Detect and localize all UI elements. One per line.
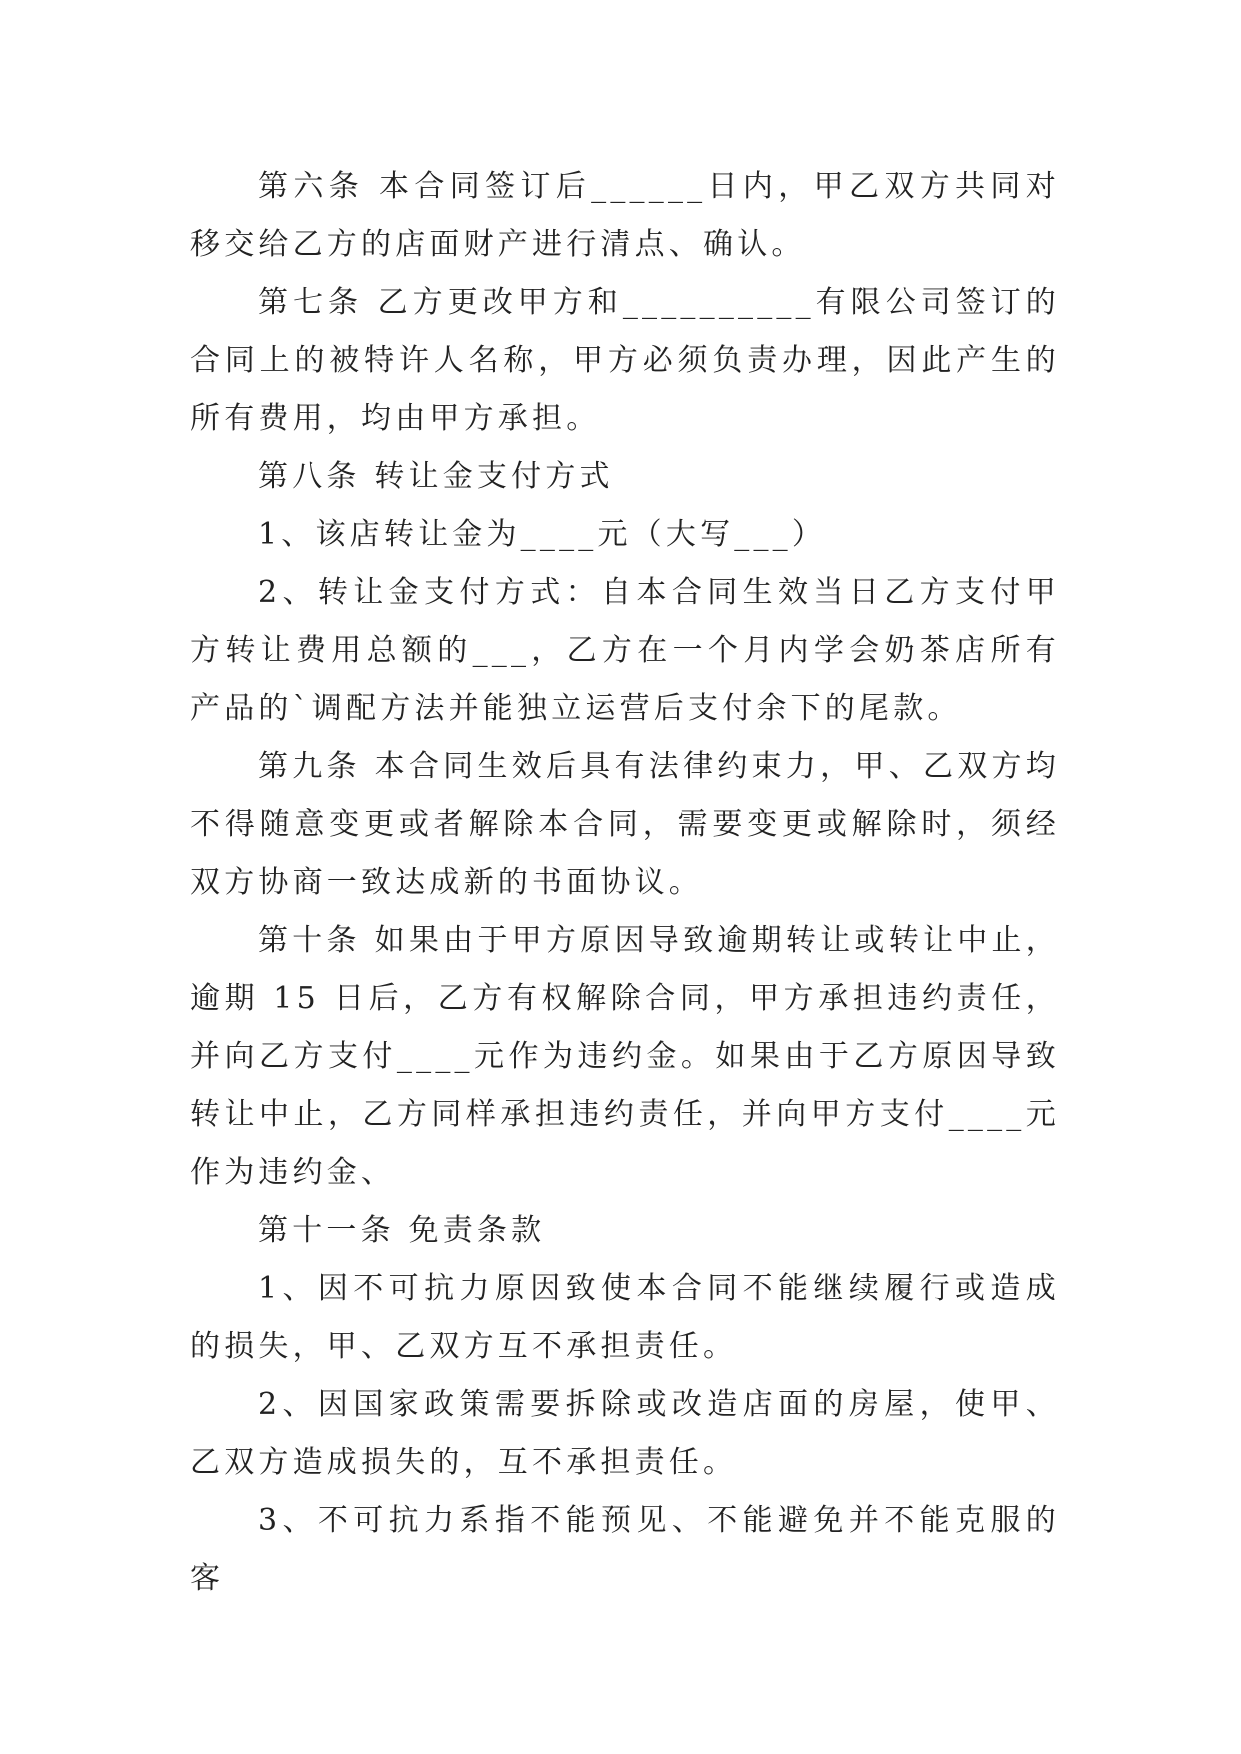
clause-11-item-2: 2、因国家政策需要拆除或改造店面的房屋，使甲、乙双方造成损失的，互不承担责任。 bbox=[190, 1387, 1060, 1480]
clause-6-paragraph: 第六条 本合同签订后______日内，甲乙双方共同对移交给乙方的店面财产进行清点、确认。 bbox=[190, 169, 1060, 262]
clause-8-item-1: 1、该店转让金为____元（大写___） bbox=[258, 517, 827, 552]
clause-10-paragraph: 第十条 如果由于甲方原因导致逾期转让或转让中止，逾期 15 日后，乙方有权解除合同，甲方承担违约责任，并向乙方支付____元作为违约金。如果由于乙方原因导致转让中止，乙方同样承担违约责任，并向甲方支付____元作为违约金、 bbox=[190, 923, 1060, 1190]
clause-11-item-3: 3、不可抗力系指不能预见、不能避免并不能克服的客 bbox=[190, 1503, 1060, 1596]
document-body bbox=[190, 158, 1060, 1608]
clause-8-heading: 第八条 转让金支付方式 bbox=[258, 459, 614, 494]
clause-7-paragraph: 第七条 乙方更改甲方和__________有限公司签订的合同上的被特许人名称，甲方必须负责办理，因此产生的所有费用，均由甲方承担。 bbox=[190, 285, 1060, 436]
clause-9-paragraph: 第九条 本合同生效后具有法律约束力，甲、乙双方均不得随意变更或者解除本合同，需要变更或解除时，须经双方协商一致达成新的书面协议。 bbox=[190, 749, 1060, 900]
clause-8-item-2: 2、转让金支付方式：自本合同生效当日乙方支付甲方转让费用总额的___，乙方在一个月内学会奶茶店所有产品的`调配方法并能独立运营后支付余下的尾款。 bbox=[190, 575, 1060, 726]
clause-11-item-1: 1、因不可抗力原因致使本合同不能继续履行或造成的损失，甲、乙双方互不承担责任。 bbox=[190, 1271, 1060, 1364]
clause-11-heading: 第十一条 免责条款 bbox=[258, 1213, 546, 1248]
